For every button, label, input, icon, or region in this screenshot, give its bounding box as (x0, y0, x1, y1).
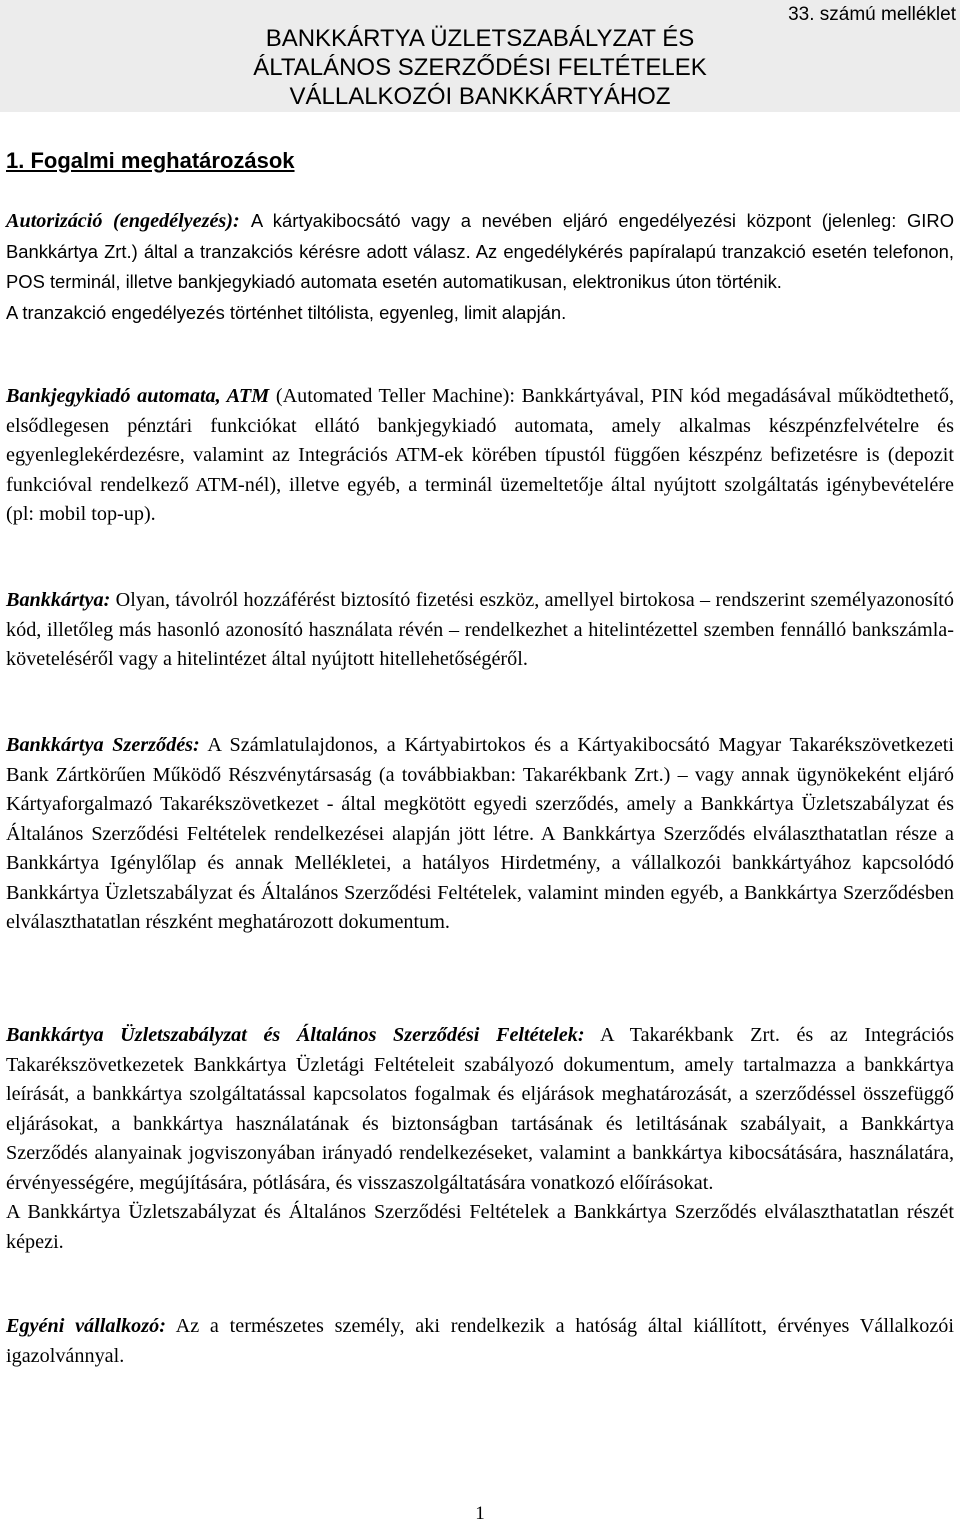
definition-autorizacio (6, 206, 954, 327)
definition-paragraph (6, 1021, 954, 1198)
section-heading-text: 1. Fogalmi meghatározások (6, 148, 295, 173)
definition-paragraph (6, 206, 954, 298)
definition-term: Autorizáció (engedélyezés): (6, 210, 240, 232)
definition-bankkartya (6, 586, 954, 675)
definition-uzletszabalyzat (6, 1021, 954, 1257)
title-line: ÁLTALÁNOS SZERZŐDÉSI FELTÉTELEK (253, 54, 707, 81)
definition-text: Olyan, távolról hozzáférést biztosító fizetési eszköz, amellyel birtokosa – rendszerint személyazonosító kód, illetőleg más hasonló azonosító használata révén – rendelkezhet a hitelintézettel szemben fennálló bankszámla-követeléséről vagy a hitelintézet által nyújtott hitellehetőségéről. (6, 589, 955, 670)
page-number: 1 (475, 1503, 485, 1524)
document-title (190, 24, 770, 111)
definition-text: Az a természetes személy, aki rendelkezik a hatóság által kiállított, érvényes Vállalkozói igazolvánnyal. (6, 1315, 954, 1367)
section-heading (6, 148, 295, 174)
definition-paragraph: A Bankkártya Üzletszabályzat és Általános Szerződési Feltételek a Bankkártya Szerződés elválaszthatatlan részét képezi. (6, 1201, 954, 1253)
definition-text: (Automated Teller Machine): Bankkártyával, PIN kód megadásával működtethető, elsődlegesen pénztári funkciókat ellátó bankjegykiadó automata, amely alkalmas készpénzfelvételre és egyenleglekérdezésre, valamint az Integrációs ATM-ek körében típustól függően készpénz befizetésre is (depozit funkcióval rendelkező ATM-nél), illetve egyéb, a terminál üzemeltetője által nyújtott szolgáltatás igénybevételére (pl: mobil top-up). (6, 385, 954, 525)
definition-paragraph (6, 731, 954, 938)
definition-text: A kártyakibocsátó vagy a nevében eljáró engedélyezési központ (jelenleg: GIRO Bankkártya Zrt.) által a tranzakciós kérésre adott válasz. Az engedélykérés papíralapú tranzakció esetén telefonon, POS terminál, illetve bankjegykiadó automata esetén automatikusan, elektronikus úton történik. (6, 210, 955, 292)
definition-text: A Takarékbank Zrt. és az Integrációs Takarékszövetkezetek Bankkártya Üzletági Feltételeit szabályozó dokumentum, amely tartalmazza a bankkártya leírását, a bankkártya szolgáltatással kapcsolatos fogalmak és eljárások meghatározását, a szerződéssel összefüggő eljárásokat, a bankkártya használatának és biztonságban tartásának és letiltásának szabályait, a Bankkártya Szerződés alanyainak jogviszonyában irányadó rendelkezéseket, valamint a bankkártya kibocsátására, használatára, érvényességére, megújítására, pótlására, és visszaszolgáltatására vonatkozó előírásokat. (6, 1024, 954, 1194)
definition-egyeni-vallalkozo (6, 1312, 954, 1371)
definition-text: A Számlatulajdonos, a Kártyabirtokos és a Kártyakibocsátó Magyar Takarékszövetkezeti Bank Zártkörűen Működő Részvénytársaság (a továbbiakban: Takarékbank Zrt.) – vagy annak ügynökeként eljáró Kártyaforgalmazó Takarékszövetkezet - által megkötött egyedi szerződés, amely a Bankkártya Üzletszabályzat és Általános Szerződési Feltételek rendelkezései alapján jött létre. A Bankkártya Szerződés elválaszthatatlan része a Bankkártya Igénylőlap és annak Mellékletei, a hatályos Hirdetmény, a vállalkozói bankkártyához kapcsolódó Bankkártya Üzletszabályzat és Általános Szerződési Feltételek, valamint minden egyéb, a Bankkártya Szerződésben elválaszthatatlan részként meghatározott dokumentum. (6, 734, 954, 933)
definition-paragraph (6, 1312, 954, 1371)
definition-paragraph (6, 586, 954, 675)
definition-atm (6, 382, 954, 530)
definition-term: Egyéni vállalkozó: (6, 1315, 166, 1337)
annex-label: 33. számú melléklet (788, 4, 956, 25)
definition-bankkartya-szerzodes (6, 731, 954, 938)
definition-term: Bankkártya Üzletszabályzat és Általános Szerződési Feltételek: (6, 1024, 585, 1046)
title-line: BANKKÁRTYA ÜZLETSZABÁLYZAT ÉS (265, 25, 695, 52)
definition-term: Bankkártya: (6, 589, 111, 611)
definition-paragraph (6, 382, 954, 530)
title-line: VÁLLALKOZÓI BANKKÁRTYÁHOZ (289, 83, 671, 110)
definition-paragraph: A tranzakció engedélyezés történhet tiltólista, egyenleg, limit alapján. (6, 301, 567, 323)
definition-term: Bankjegykiadó automata, ATM (6, 385, 270, 407)
definition-term: Bankkártya Szerződés: (6, 734, 200, 756)
